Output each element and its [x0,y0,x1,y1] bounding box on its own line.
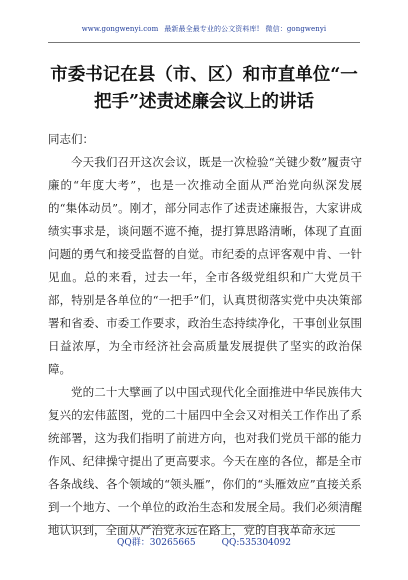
document-body [48,128,362,542]
footer-qq-group: QQ群：30265665 [117,538,196,548]
body-paragraph-1: 今天我们召开这次会议，既是一次检验“关键少数”履责守廉的“年度大考”，也是一次推动全面从严治党向纵深发展的“集体动员”。刚才，部分同志作了述责述廉报告，大家讲成绩实事求是，谈问题不遮不掩，提打算思路清晰，体现了直面问题的勇气和接受监督的自觉。市纪委的点评客观中肯、一针见血。总的来看，过去一年，全市各级党组织和广大党员干部，特别是各单位的“一把手”们，认真贯彻落实党中央决策部署和省委、市委工作要求，政治生态持续净化，干事创业氛围日益浓厚，为全市经济社会高质量发展提供了坚实的政治保障。 [48,155,362,376]
body-paragraph-2: 党的二十大擘画了以中国式现代化全面推进中华民族伟大复兴的宏伟蓝图，党的二十届四中全会又对相关工作作出了系统部署，这为我们指明了前进方向，也对我们党员干部的能力作风、纪律操守提出了更高要求。今天在座的各位，都是全市各条战线、各个领域的“领头雁”，你们的“头雁效应”直接关系到一个地方、一个单位的政治生态和发展全局。我们必须清醒地认识到，全面从严治党永远在路上，党的自我革命永远 [48,385,362,537]
page-footer [0,535,408,548]
header-divider [48,42,360,43]
document-title-line-1: 市委书记在县（市、区）和市直单位“一 [50,65,358,85]
header-website-link[interactable]: www.gongwenyi.com [81,25,159,33]
salutation: 同志们： [48,132,94,146]
footer-qq: QQ:535304092 [221,538,291,548]
header-slogan: 最新最全最专业的公文资料库! [164,25,260,33]
page-header [0,24,408,34]
document-title [44,62,364,116]
document-title-line-2: 把手”述责述廉会议上的讲话 [93,92,315,112]
footer-divider [48,525,360,526]
header-wechat: 微信：gongwenyi [265,25,327,33]
